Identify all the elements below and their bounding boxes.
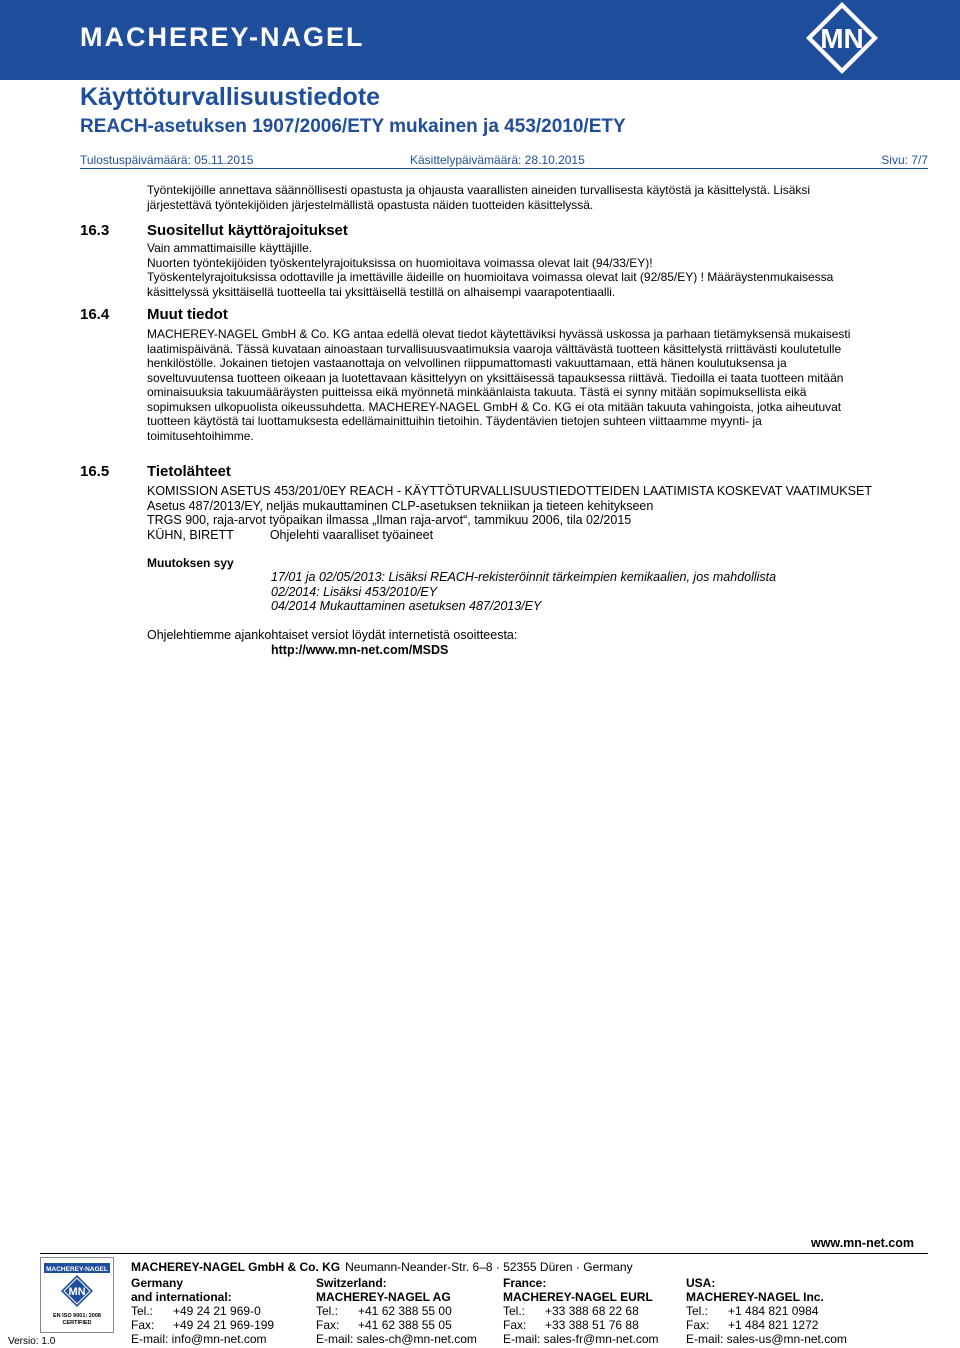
footer-address: Neumann-Neander-Str. 6–8 · 52355 Düren · Germany — [345, 1260, 633, 1274]
contact-fax — [686, 1318, 847, 1332]
tel-label: Tel.: — [316, 1304, 339, 1318]
contact-column-france — [503, 1276, 659, 1346]
contact-tel — [686, 1304, 847, 1318]
contact-column-usa — [686, 1276, 847, 1346]
source-line-kuhn — [147, 528, 927, 543]
section-16-3-body — [147, 241, 927, 299]
tel-value: +33 388 68 22 68 — [545, 1304, 639, 1318]
tel-value: +41 62 388 55 00 — [358, 1304, 452, 1318]
fax-label: Fax: — [316, 1318, 340, 1332]
version-label: Versio: 1.0 — [8, 1336, 56, 1347]
contact-fax — [131, 1318, 274, 1332]
contact-tel — [503, 1304, 659, 1318]
tel-value: +49 24 21 969-0 — [173, 1304, 261, 1318]
intro-line: Työntekijöille annettava säännöllisesti opastusta ja ohjausta vaarallisten aineiden turvallisesta käytöstä ja käsittelystä. Lisäksi — [147, 183, 811, 197]
change-reason-label: Muutoksen syy — [147, 556, 234, 570]
online-versions-text: Ohjelehtiemme ajankohtaiset versiot löydät internetistä osoitteesta: — [147, 628, 518, 642]
print-date: Tulostuspäivämäärä: 05.11.2015 — [80, 153, 254, 167]
section-16-5-number: 16.5 — [80, 463, 110, 480]
intro-line: järjestettävä työntekijöiden järjestelmällistä opastusta näiden tuotteiden käsittelyssä. — [147, 197, 594, 212]
section-16-4-title: Muut tiedot — [147, 306, 228, 323]
body-line: Vain ammattimaisille käyttäjille. — [147, 241, 313, 255]
contact-subheading: MACHEREY-NAGEL Inc. — [686, 1290, 824, 1304]
website-link[interactable]: www.mn-net.com — [810, 1236, 914, 1250]
contact-heading: USA: — [686, 1276, 716, 1290]
change-item: 17/01 ja 02/05/2013: Lisäksi REACH-rekisteröinnit tärkeimpien kemikaalien, jos mahdollista — [271, 570, 777, 584]
contact-heading: Switzerland: — [316, 1276, 387, 1290]
contact-subheading: MACHEREY-NAGEL EURL — [503, 1290, 653, 1304]
fax-label: Fax: — [503, 1318, 527, 1332]
logo-text: MN — [820, 23, 864, 54]
change-list — [271, 570, 921, 614]
cert-line-1: EN ISO 9001: 2008 — [52, 1313, 102, 1319]
contact-tel — [316, 1304, 477, 1318]
section-16-5-body — [147, 484, 927, 542]
intro-paragraph — [147, 183, 927, 212]
tel-label: Tel.: — [131, 1304, 154, 1318]
section-16-3-number: 16.3 — [80, 222, 110, 239]
footer-company: MACHEREY-NAGEL GmbH & Co. KG — [131, 1260, 341, 1274]
brand-name: MACHEREY-NAGEL — [80, 22, 365, 52]
body-line: käsittelyssä yksittäisellä tuotteella tai yksittäisellä testillä on alhaisempi vaarapotentiaalli. — [147, 284, 616, 299]
certified-logo — [40, 1257, 114, 1333]
logo-top-text: MACHEREY-NAGEL — [46, 1266, 108, 1273]
change-item: 02/2014: Lisäksi 453/2010/EY — [271, 584, 438, 599]
fax-value: +49 24 21 969-199 — [173, 1318, 275, 1332]
contact-column-germany — [131, 1276, 274, 1346]
body-line: MACHEREY-NAGEL GmbH & Co. KG antaa edellä olevat tiedot käytettäviksi hyvässä uskossa ja parhaan tietämyksensä mukaisesti — [147, 327, 851, 341]
kuhn-value: Ohjelehti vaaralliset työaineet — [269, 527, 434, 542]
body-line: tuotteen käytöstä tai luottamuksesta edellämainittuihin tietoihin. Täydentävien tietojen suhteen viittaamme myynti- ja — [147, 414, 762, 428]
cert-line-2: CERTIFIED — [62, 1320, 92, 1326]
document-title: Käyttöturvallisuustiedote — [80, 83, 381, 111]
fax-value: +33 388 51 76 88 — [545, 1318, 639, 1332]
body-line: soveltuvuutensa tuotteen oikeaan ja luotettavaan käsittelyyn on yksittäisessä tapauksessa riittävä. Tiedoilla ei taata tuotteen mitään — [147, 370, 844, 385]
fax-label: Fax: — [131, 1318, 155, 1332]
kuhn-label: KÜHN, BIRETT — [147, 527, 234, 542]
section-16-3-title: Suositellut käyttörajoitukset — [147, 222, 348, 239]
body-line: henkilöstölle. Jokainen tietojen vastaanottaja on velvollinen riippumattomasti vakuuttamaan, että hänen koulutuksensa ja — [147, 356, 787, 370]
mn-logo — [782, 0, 902, 76]
section-16-4-number: 16.4 — [80, 306, 110, 323]
contact-email[interactable]: E-mail: info@mn-net.com — [131, 1332, 267, 1346]
page-number: Sivu: 7/7 — [881, 153, 928, 167]
contact-fax — [316, 1318, 477, 1332]
fax-label: Fax: — [686, 1318, 710, 1332]
processing-date: Käsittelypäivämäärä: 28.10.2015 — [410, 153, 585, 167]
body-line: laatimispäivänä. Tässä kuvataan ainoastaan turvallisuusvaatimuksia vaaroja välttävästä tuotteen käsittelystä rriittävästi koulutetulle — [147, 341, 842, 356]
msds-link[interactable]: http://www.mn-net.com/MSDS — [271, 643, 449, 657]
source-line: Asetus 487/2013/EY, neljäs mukauttaminen CLP-asetuksen tekniikan ja tieteen kehitykseen — [147, 498, 654, 513]
contact-email[interactable]: E-mail: sales-us@mn-net.com — [686, 1332, 847, 1346]
body-line: Nuorten työntekijöiden työskentelyrajoituksissa on huomioitava voimassa olevat lait (94/33/EY)! — [147, 255, 653, 270]
contact-subheading: and international: — [131, 1290, 232, 1304]
fax-value: +41 62 388 55 05 — [358, 1318, 452, 1332]
contact-tel — [131, 1304, 274, 1318]
document-subtitle: REACH-asetuksen 1907/2006/ETY mukainen ja 453/2010/ETY — [80, 116, 626, 137]
tel-value: +1 484 821 0984 — [728, 1304, 819, 1318]
contact-email[interactable]: E-mail: sales-fr@mn-net.com — [503, 1332, 659, 1346]
tel-label: Tel.: — [503, 1304, 526, 1318]
section-16-4-body — [147, 327, 927, 443]
logo-mn-text: MN — [68, 1286, 86, 1298]
source-line: KOMISSION ASETUS 453/201/0EY REACH - KÄYTTÖTURVALLISUUSTIEDOTTEIDEN LAATIMISTA KOSKEVAT VAATIMUKSET — [147, 484, 872, 498]
section-16-5-title: Tietolähteet — [147, 463, 231, 480]
source-line: TRGS 900, raja-arvot työpaikan ilmassa „Ilman raja-arvot“, tammikuu 2006, tila 02/2015 — [147, 513, 632, 527]
contact-fax — [503, 1318, 659, 1332]
body-line: ominaisuuksia takuumääräysten puitteissa eikä myönnetä minkäänlaista takuuta. Tästä ei synny mitään sopimuksellista eikä — [147, 385, 807, 399]
body-line: Työskentelyrajoituksissa odottaville ja imettäville äideille on huomioitava voimassa olevat lait (92/85/EY) ! Määräystenmukaisessa — [147, 270, 834, 284]
contact-email[interactable]: E-mail: sales-ch@mn-net.com — [316, 1332, 477, 1346]
contact-subheading: MACHEREY-NAGEL AG — [316, 1290, 451, 1304]
contact-column-switzerland — [316, 1276, 477, 1346]
fax-value: +1 484 821 1272 — [728, 1318, 819, 1332]
contact-heading: Germany — [131, 1276, 184, 1290]
body-line: sopimuksen ulkopuolista oikeussuhdetta. MACHEREY-NAGEL GmbH & Co. KG ei ota mitään takuuta vahingoista, jotka aiheutuvat — [147, 399, 842, 414]
change-item: 04/2014 Mukauttaminen asetuksen 487/2013/EY — [271, 599, 542, 613]
contact-heading: France: — [503, 1276, 547, 1290]
footer-divider — [40, 1253, 928, 1254]
tel-label: Tel.: — [686, 1304, 709, 1318]
footer-company-line — [131, 1260, 633, 1274]
header-divider — [80, 168, 928, 169]
body-line: toimitusehtoihimme. — [147, 428, 254, 443]
